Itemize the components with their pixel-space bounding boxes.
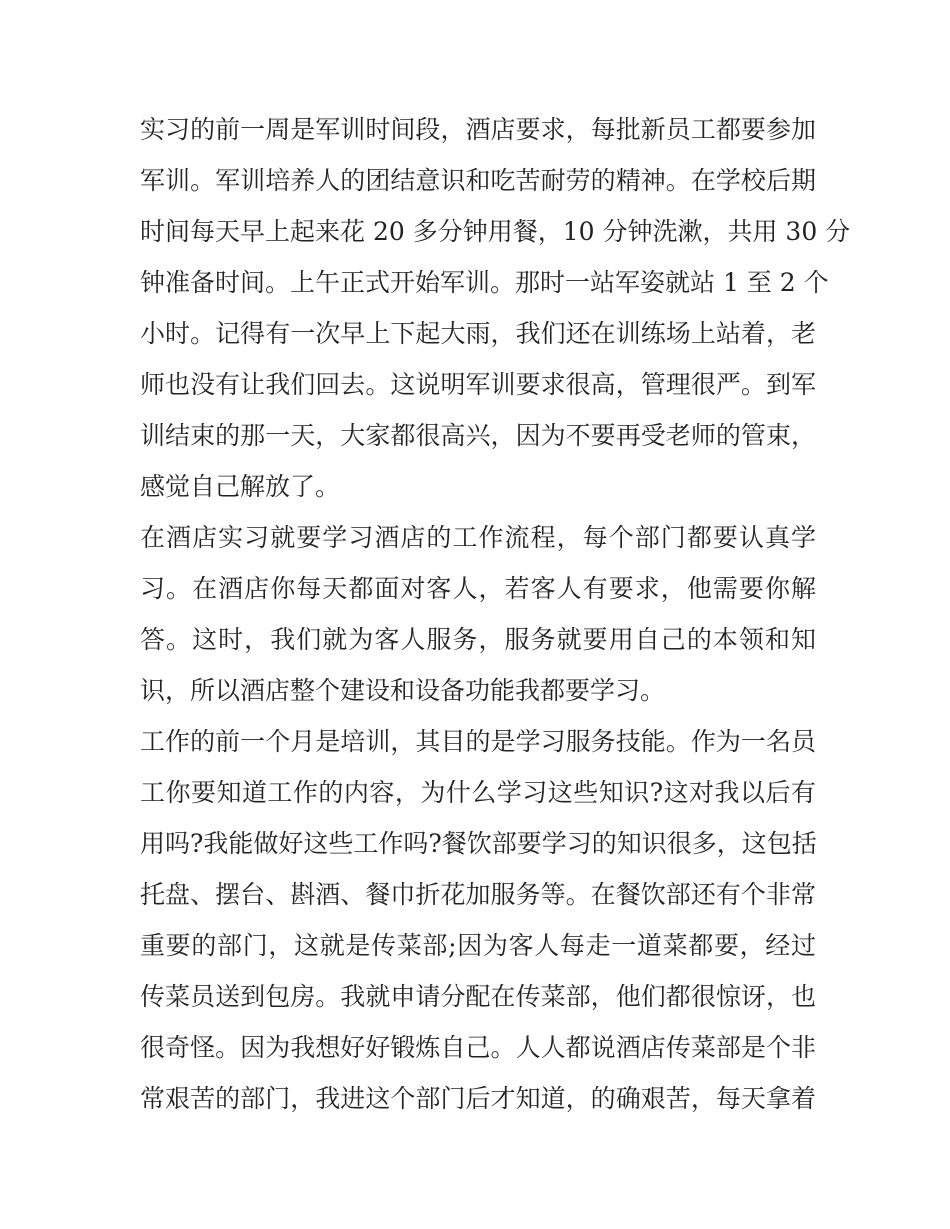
text-line: 在酒店实习就要学习酒店的工作流程，每个部门都要认真学 [140,523,816,552]
text-line: 小时。记得有一次早上下起大雨，我们还在训练场上站着，老 [140,319,816,348]
paragraph-hotel-workflow [140,512,816,716]
text-line: 钟准备时间。上午正式开始军训。那时一站军姿就站 1 至 2 个 [140,268,829,297]
text-line: 常艰苦的部门，我进这个部门后才知道，的确艰苦，每天拿着 [140,1084,816,1113]
text-line: 传菜员送到包房。我就申请分配在传菜部，他们都很惊讶，也 [140,982,816,1011]
text-line: 实习的前一周是军训时间段，酒店要求，每批新员工都要参加 [140,115,816,144]
text-line: 重要的部门，这就是传菜部;因为客人每走一道菜都要，经过 [140,931,816,960]
text-line: 工你要知道工作的内容，为什么学习这些知识?这对我以后有 [140,778,816,807]
text-line: 师也没有让我们回去。这说明军训要求很高，管理很严。到军 [140,370,816,399]
paragraph-training-month [140,716,816,1124]
text-line: 工作的前一个月是培训，其目的是学习服务技能。作为一名员 [140,727,816,756]
text-line: 答。这时，我们就为客人服务，服务就要用自己的本领和知 [140,625,816,654]
text-line: 很奇怪。因为我想好好锻炼自己。人人都说酒店传菜部是个非 [140,1033,816,1062]
document-body [140,104,851,1124]
text-line: 托盘、摆台、斟酒、餐巾折花加服务等。在餐饮部还有个非常 [140,880,816,909]
text-line: 习。在酒店你每天都面对客人，若客人有要求，他需要你解 [140,574,816,603]
text-line: 训结束的那一天，大家都很高兴，因为不要再受老师的管束， [140,421,816,450]
paragraph-military-training [140,104,851,512]
text-line: 时间每天早上起来花 20 多分钟用餐，10 分钟洗漱，共用 30 分 [140,217,851,246]
text-line: 用吗?我能做好这些工作吗?餐饮部要学习的知识很多，这包括 [140,829,817,858]
text-line: 感觉自己解放了。 [140,472,341,501]
text-line: 军训。军训培养人的团结意识和吃苦耐劳的精神。在学校后期 [140,166,816,195]
text-line: 识，所以酒店整个建设和设备功能我都要学习。 [140,676,666,705]
